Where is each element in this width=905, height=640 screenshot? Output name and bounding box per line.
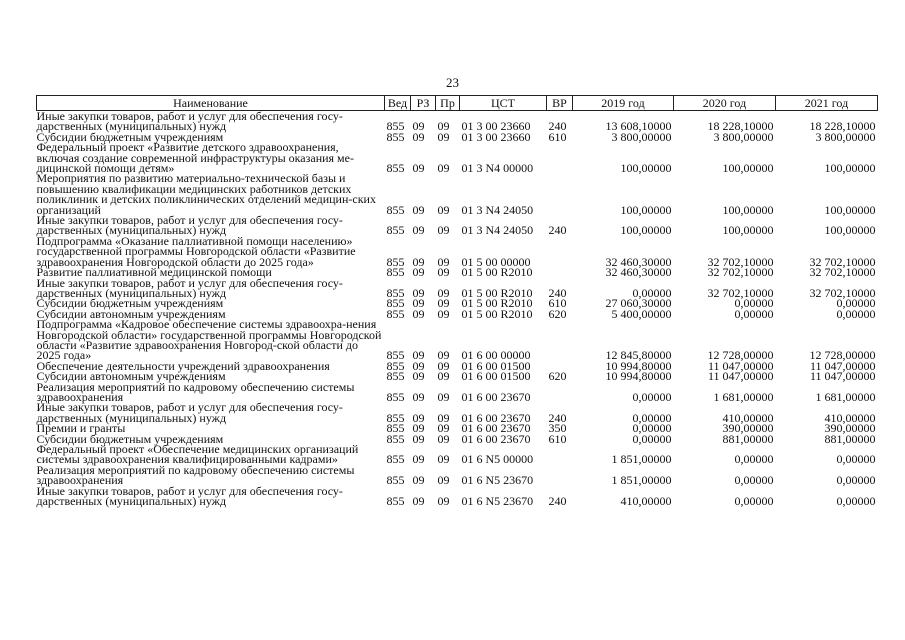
row-name: Подпрограмма «Кадровое обеспечение системы здравоохра-нения Новгородской области» государственной программы Новгородской области «Развитие здравоохранения Новгород-ской области до 2025 года» bbox=[36, 317, 382, 363]
row-2021: 32 702,10000 bbox=[809, 285, 876, 300]
row-2019: 0,00000 bbox=[632, 410, 672, 425]
row-rz: 09 bbox=[412, 494, 425, 509]
row-ved: 855 bbox=[386, 306, 405, 321]
row-ved: 855 bbox=[386, 119, 405, 134]
row-cst: 01 6 N5 23670 bbox=[461, 473, 534, 488]
row-rz: 09 bbox=[412, 389, 425, 404]
col-header-2020: 2020 год bbox=[674, 96, 776, 111]
row-2020: 390,00000 bbox=[722, 421, 774, 436]
row-name: Субсидии бюджетным учреждениям bbox=[36, 129, 224, 144]
row-2019: 100,00000 bbox=[620, 161, 672, 176]
row-cst: 01 6 00 23670 bbox=[461, 389, 531, 404]
row-2021: 32 702,10000 bbox=[809, 254, 876, 269]
row-name: Федеральный проект «Обеспечение медицинских организаций системы здравоохранения квалифицированными кадрами» bbox=[36, 442, 359, 467]
row-name: Иные закупки товаров, работ и услуг для обеспечения госу-дарственных (муниципальных) нужд bbox=[36, 275, 343, 300]
row-name: Иные закупки товаров, работ и услуг для обеспечения госу-дарственных (муниципальных) нужд bbox=[36, 483, 343, 509]
row-2020: 11 047,00000 bbox=[707, 369, 774, 384]
row-pr: 09 bbox=[437, 306, 450, 321]
row-2020: 1 681,00000 bbox=[713, 389, 774, 404]
row-2020: 11 047,00000 bbox=[707, 358, 774, 373]
row-cst: 01 6 00 01500 bbox=[461, 358, 531, 373]
page-number: 23 bbox=[446, 75, 459, 90]
row-name: Субсидии автономным учреждениям bbox=[36, 306, 226, 321]
row-rz: 09 bbox=[412, 452, 425, 467]
row-vr: 240 bbox=[548, 223, 567, 238]
row-cst: 01 6 N5 00000 bbox=[461, 452, 534, 467]
row-2021: 0,00000 bbox=[836, 452, 876, 467]
row-2020: 0,00000 bbox=[734, 306, 774, 321]
row-name: Реализация мероприятий по кадровому обеспечению системы здравоохранения bbox=[36, 379, 355, 404]
row-pr: 09 bbox=[437, 421, 450, 436]
row-vr: 610 bbox=[548, 431, 567, 446]
row-pr: 09 bbox=[437, 202, 450, 217]
row-ved: 855 bbox=[386, 452, 405, 467]
row-name: Обеспечение деятельности учреждений здравоохранения bbox=[36, 358, 330, 373]
row-rz: 09 bbox=[412, 223, 425, 238]
row-name: Федеральный проект «Развитие детского здравоохранения, включая создание современной инфраструктуры оказания ме-дицинской помощи детям» bbox=[36, 140, 354, 176]
row-name: Субсидии бюджетным учреждениям bbox=[36, 296, 224, 311]
row-2021: 3 800,00000 bbox=[815, 129, 876, 144]
row-pr: 09 bbox=[437, 265, 450, 280]
row-vr bbox=[547, 236, 573, 267]
row-pr: 09 bbox=[437, 369, 450, 384]
row-cst: 01 6 00 23670 bbox=[461, 421, 531, 436]
row-vr: 620 bbox=[548, 369, 567, 384]
row-2019: 0,00000 bbox=[632, 285, 672, 300]
row-vr: 240 bbox=[548, 119, 567, 134]
row-ved: 855 bbox=[386, 431, 405, 446]
row-2021: 0,00000 bbox=[836, 296, 876, 311]
row-pr: 09 bbox=[437, 254, 450, 269]
row-name: Иные закупки товаров, работ и услуг для обеспечения госу-дарственных (муниципальных) нужд bbox=[36, 109, 343, 134]
row-vr: 610 bbox=[548, 296, 567, 311]
row-rz: 09 bbox=[412, 410, 425, 425]
row-name: Субсидии бюджетным учреждениям bbox=[36, 431, 224, 446]
row-ved: 855 bbox=[386, 421, 405, 436]
row-2019: 0,00000 bbox=[632, 431, 672, 446]
table-row bbox=[37, 142, 878, 173]
table-row bbox=[37, 465, 878, 486]
row-2020: 32 702,10000 bbox=[707, 254, 774, 269]
row-vr: 240 bbox=[548, 285, 567, 300]
col-header-pr: Пр bbox=[436, 96, 460, 111]
row-2019: 0,00000 bbox=[632, 421, 672, 436]
row-2019: 1 851,00000 bbox=[611, 473, 672, 488]
row-rz: 09 bbox=[412, 431, 425, 446]
row-rz: 09 bbox=[412, 473, 425, 488]
row-2020: 0,00000 bbox=[734, 452, 774, 467]
row-vr: 350 bbox=[548, 421, 567, 436]
row-ved: 855 bbox=[386, 202, 405, 217]
row-2021: 881,00000 bbox=[824, 431, 876, 446]
row-ved: 855 bbox=[386, 494, 405, 509]
row-2019: 3 800,00000 bbox=[611, 129, 672, 144]
row-pr: 09 bbox=[437, 119, 450, 134]
row-cst: 01 5 00 R2010 bbox=[461, 285, 533, 300]
row-2021: 0,00000 bbox=[836, 473, 876, 488]
col-header-2021: 2021 год bbox=[776, 96, 878, 111]
row-vr bbox=[547, 465, 573, 486]
row-2021: 0,00000 bbox=[836, 494, 876, 509]
row-cst: 01 3 N4 24050 bbox=[461, 223, 534, 238]
row-pr: 09 bbox=[437, 129, 450, 144]
row-cst: 01 3 N4 24050 bbox=[461, 202, 534, 217]
row-pr: 09 bbox=[437, 285, 450, 300]
row-ved: 855 bbox=[386, 161, 405, 176]
row-rz: 09 bbox=[412, 265, 425, 280]
table-row bbox=[37, 111, 878, 132]
table-row bbox=[37, 486, 878, 507]
row-2021: 32 702,10000 bbox=[809, 265, 876, 280]
row-pr: 09 bbox=[437, 358, 450, 373]
row-2019: 0,00000 bbox=[632, 389, 672, 404]
row-name: Премии и гранты bbox=[36, 421, 126, 436]
row-ved: 855 bbox=[386, 129, 405, 144]
row-vr: 240 bbox=[548, 410, 567, 425]
row-ved: 855 bbox=[386, 254, 405, 269]
row-name: Иные закупки товаров, работ и услуг для обеспечения госу-дарственных (муниципальных) нужд bbox=[36, 400, 343, 425]
row-pr: 09 bbox=[437, 452, 450, 467]
table-row bbox=[37, 173, 878, 215]
row-cst: 01 3 00 23660 bbox=[461, 129, 531, 144]
row-2020: 32 702,10000 bbox=[707, 285, 774, 300]
row-2021: 18 228,10000 bbox=[809, 119, 876, 134]
table-row bbox=[37, 319, 878, 361]
row-2019: 27 060,30000 bbox=[605, 296, 672, 311]
row-rz: 09 bbox=[412, 421, 425, 436]
row-cst: 01 3 N4 00000 bbox=[461, 161, 534, 176]
row-cst: 01 5 00 00000 bbox=[461, 254, 531, 269]
row-cst: 01 5 00 R2010 bbox=[461, 296, 533, 311]
col-header-ved: Вед bbox=[385, 96, 411, 111]
row-2019: 10 994,80000 bbox=[605, 369, 672, 384]
row-ved: 855 bbox=[386, 369, 405, 384]
row-ved: 855 bbox=[386, 348, 405, 363]
row-2020: 100,00000 bbox=[722, 161, 774, 176]
row-2019: 5 400,00000 bbox=[611, 306, 672, 321]
row-cst: 01 6 00 23670 bbox=[461, 410, 531, 425]
row-2021: 0,00000 bbox=[836, 306, 876, 321]
row-name: Реализация мероприятий по кадровому обеспечению системы здравоохранения bbox=[36, 462, 355, 488]
row-2021: 12 728,00000 bbox=[809, 348, 876, 363]
row-ved: 855 bbox=[386, 223, 405, 238]
table-row bbox=[37, 278, 878, 299]
row-2020: 100,00000 bbox=[722, 202, 774, 217]
row-cst: 01 3 00 23660 bbox=[461, 119, 531, 134]
col-header-cst: ЦСТ bbox=[460, 96, 547, 111]
row-2019: 10 994,80000 bbox=[605, 358, 672, 373]
row-name: Подпрограмма «Оказание паллиативной помощи населению» государственной программы Новгородской области «Развитие здравоохранения Новгородской области до 2025 года» bbox=[36, 233, 356, 269]
row-rz: 09 bbox=[412, 296, 425, 311]
row-2020: 18 228,10000 bbox=[707, 119, 774, 134]
col-header-rz: РЗ bbox=[411, 96, 436, 111]
col-header-2019: 2019 год bbox=[573, 96, 674, 111]
row-ved: 855 bbox=[386, 265, 405, 280]
row-pr: 09 bbox=[437, 494, 450, 509]
row-cst: 01 6 00 23670 bbox=[461, 431, 531, 446]
row-rz: 09 bbox=[412, 202, 425, 217]
row-2021: 11 047,00000 bbox=[809, 358, 876, 373]
row-pr: 09 bbox=[437, 223, 450, 238]
row-2019: 32 460,30000 bbox=[605, 265, 672, 280]
row-rz: 09 bbox=[412, 129, 425, 144]
row-rz: 09 bbox=[412, 306, 425, 321]
row-2020: 32 702,10000 bbox=[707, 265, 774, 280]
col-header-name: Наименование bbox=[37, 96, 385, 111]
row-vr: 240 bbox=[548, 494, 567, 509]
row-rz: 09 bbox=[412, 119, 425, 134]
row-pr: 09 bbox=[437, 348, 450, 363]
row-vr bbox=[547, 173, 573, 215]
row-2021: 1 681,00000 bbox=[815, 389, 876, 404]
row-cst: 01 6 N5 23670 bbox=[461, 494, 534, 509]
row-ved: 855 bbox=[386, 389, 405, 404]
budget-table bbox=[36, 95, 878, 509]
row-2020: 0,00000 bbox=[734, 494, 774, 509]
row-2020: 3 800,00000 bbox=[713, 129, 774, 144]
row-pr: 09 bbox=[437, 473, 450, 488]
row-vr bbox=[547, 382, 573, 403]
row-name: Мероприятия по развитию материально-технической базы и повышению квалификации медицинских работников детских поликлиник и детских поликлинических отделений медицин-ских организаций bbox=[36, 171, 376, 217]
row-vr bbox=[547, 319, 573, 361]
row-2021: 100,00000 bbox=[824, 223, 876, 238]
row-2021: 11 047,00000 bbox=[809, 369, 876, 384]
table-row bbox=[37, 444, 878, 465]
row-ved: 855 bbox=[386, 410, 405, 425]
row-2019: 410,00000 bbox=[620, 494, 672, 509]
table-body bbox=[37, 111, 878, 507]
row-2020: 0,00000 bbox=[734, 296, 774, 311]
row-2021: 410,00000 bbox=[824, 410, 876, 425]
row-2020: 12 728,00000 bbox=[707, 348, 774, 363]
row-pr: 09 bbox=[437, 161, 450, 176]
row-cst: 01 5 00 R2010 bbox=[461, 306, 533, 321]
row-2021: 100,00000 bbox=[824, 202, 876, 217]
row-name: Субсидии автономным учреждениям bbox=[36, 369, 226, 384]
table-row bbox=[37, 236, 878, 267]
row-cst: 01 6 00 01500 bbox=[461, 369, 531, 384]
row-name: Иные закупки товаров, работ и услуг для обеспечения госу-дарственных (муниципальных) нужд bbox=[36, 213, 343, 238]
row-2021: 390,00000 bbox=[824, 421, 876, 436]
row-vr bbox=[547, 267, 573, 277]
col-header-vr: ВР bbox=[547, 96, 573, 111]
row-2019: 12 845,80000 bbox=[605, 348, 672, 363]
row-cst: 01 6 00 00000 bbox=[461, 348, 531, 363]
row-ved: 855 bbox=[386, 473, 405, 488]
row-rz: 09 bbox=[412, 348, 425, 363]
row-2020: 410,00000 bbox=[722, 410, 774, 425]
row-ved: 855 bbox=[386, 358, 405, 373]
row-name: Развитие паллиативной медицинской помощи bbox=[36, 265, 272, 280]
row-pr: 09 bbox=[437, 410, 450, 425]
row-2020: 100,00000 bbox=[722, 223, 774, 238]
row-rz: 09 bbox=[412, 254, 425, 269]
row-2020: 881,00000 bbox=[722, 431, 774, 446]
row-2020: 0,00000 bbox=[734, 473, 774, 488]
row-rz: 09 bbox=[412, 358, 425, 373]
table-row bbox=[37, 382, 878, 403]
row-2019: 13 608,10000 bbox=[605, 119, 672, 134]
row-pr: 09 bbox=[437, 296, 450, 311]
row-pr: 09 bbox=[437, 431, 450, 446]
row-pr: 09 bbox=[437, 389, 450, 404]
row-vr bbox=[547, 444, 573, 465]
table-row bbox=[37, 215, 878, 236]
table-row bbox=[37, 402, 878, 423]
row-cst: 01 5 00 R2010 bbox=[461, 265, 533, 280]
row-2019: 32 460,30000 bbox=[605, 254, 672, 269]
row-vr bbox=[547, 142, 573, 173]
row-rz: 09 bbox=[412, 161, 425, 176]
row-ved: 855 bbox=[386, 296, 405, 311]
row-2019: 100,00000 bbox=[620, 202, 672, 217]
row-2019: 100,00000 bbox=[620, 223, 672, 238]
row-2019: 1 851,00000 bbox=[611, 452, 672, 467]
row-vr: 610 bbox=[548, 129, 567, 144]
row-ved: 855 bbox=[386, 285, 405, 300]
row-rz: 09 bbox=[412, 285, 425, 300]
row-2021: 100,00000 bbox=[824, 161, 876, 176]
row-rz: 09 bbox=[412, 369, 425, 384]
row-vr: 620 bbox=[548, 306, 567, 321]
